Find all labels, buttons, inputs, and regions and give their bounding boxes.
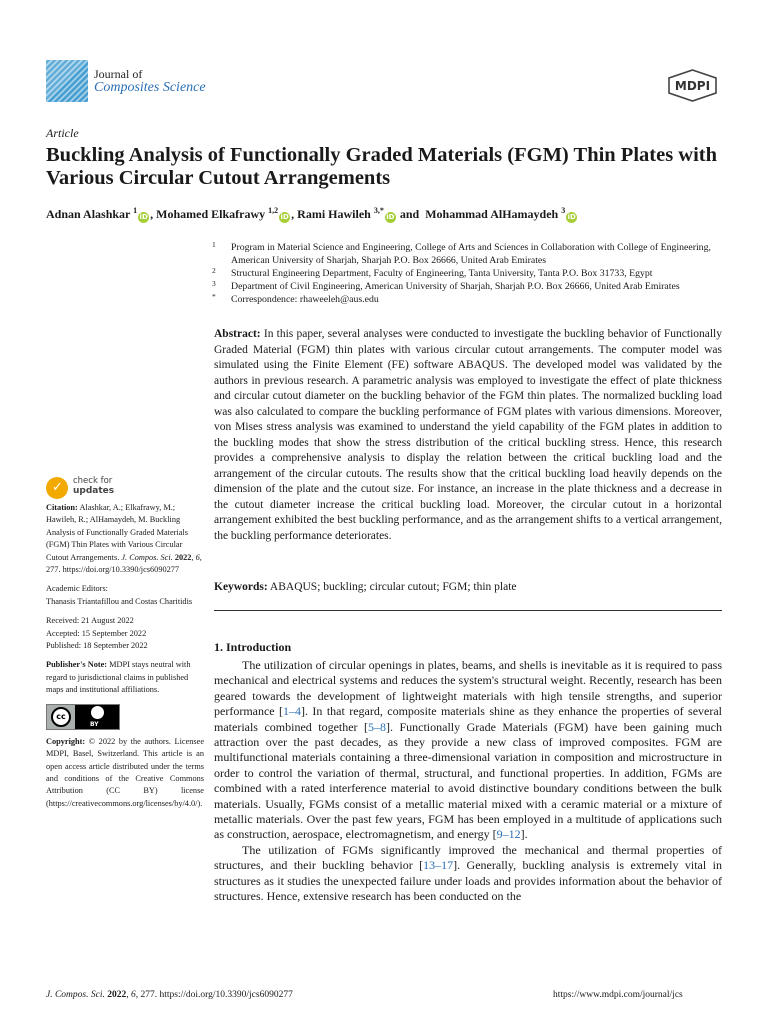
by-label: BY xyxy=(90,720,99,728)
footer-volume: 6 xyxy=(130,990,136,1000)
author-list xyxy=(46,203,736,223)
citation-doi[interactable]: 277. https://doi.org/10.3390/jcs6090277 xyxy=(46,565,180,575)
published-date: Published: 18 September 2022 xyxy=(46,641,148,651)
affiliation-item xyxy=(212,242,732,267)
orcid-icon[interactable]: iD xyxy=(386,213,395,221)
orcid-icon[interactable]: iD xyxy=(567,213,576,221)
check-for-label: check for xyxy=(73,476,113,486)
publisher-note-label: Publisher's Note: xyxy=(46,660,108,670)
citation-journal: J. Compos. Sci. xyxy=(121,552,173,562)
author-affiliation-number: 3 xyxy=(561,206,566,215)
citation-link[interactable]: 9–12 xyxy=(496,827,521,842)
author-affiliation-number: 1 xyxy=(133,206,138,215)
publisher-note xyxy=(46,659,204,696)
citation-year: 2022 xyxy=(174,552,192,562)
paragraph-text: The utilization of FGMs significantly improved the mechanical and thermal properties of structures, and their buckling behavior [ xyxy=(214,842,722,873)
citation: Citation: Alashkar, A.; Elkafrawy, M.; Hawileh, R.; AlHamaydeh, M. Buckling Analysis of Functionally Graded Materials (FGM) Thin Plates with Various Circular Cutout Arrangements. J. Compos. Sci. 2022, 6, 277. https://doi.org/10.3390/jcs6090277 xyxy=(46,503,202,575)
footer-year: 2022 xyxy=(107,990,127,1000)
footer-journal: J. Compos. Sci. xyxy=(46,990,105,1000)
citation-volume: 6 xyxy=(195,552,200,562)
affiliation-item xyxy=(212,265,732,281)
paragraph-text: ]. xyxy=(520,827,528,842)
author-conjunction: and xyxy=(396,207,423,221)
attribution-icon xyxy=(91,706,104,719)
academic-editors xyxy=(46,583,204,608)
checkmark-icon: ✓ xyxy=(52,480,63,495)
correspondence-text[interactable]: Correspondence: rhaweeleh@aus.edu xyxy=(231,293,379,305)
paragraph-text: ]. Generally, buckling analysis is extremely vital in structures as it studies the unexpected failure under loads and provides information about the behavior of structures. Hence, extensive research has been conducted on the xyxy=(214,858,722,904)
abstract-label: Abstract: xyxy=(214,328,261,340)
journal-title: Composites Science xyxy=(94,80,206,95)
footer-citation: J. Compos. Sci. 2022, 6, 277. https://doi.org/10.3390/jcs6090277 xyxy=(46,990,293,1000)
paragraph-text: ]. Functionally Grade Materials (FGM) have been gaining much attraction over the past decades, as they provide a new class of improved composites. FGM are multifunctional materials containing a three-dimensional variation in composition and microstructure in order to control the variation of thermal, structural, and functional properties. In addition, FGMs are combined with a rated interference material to avoid distinctive boundary conditions between the bulk materials. Usually, FGMs consist of a metallic material mixed with a ceramic material or a mixture of metallic materials. Over the past few years, FGM has been employed in a multitude of applications such as construction, aerospace, electromagnetism, and energy [ xyxy=(214,719,722,842)
section-heading: 1. Introduction xyxy=(214,640,292,654)
copyright-label: Copyright: xyxy=(46,736,86,746)
cc-by-license-badge[interactable] xyxy=(46,704,120,730)
publisher-note-text: MDPI stays neutral with regard to jurisdictional claims in published maps and institutional affiliations. xyxy=(46,660,191,695)
mdpi-logo xyxy=(666,69,719,102)
citation-label: Citation: xyxy=(46,503,78,512)
affiliation-number: 2 xyxy=(212,265,216,275)
author-affiliation-number: 3,* xyxy=(373,206,384,215)
updates-label: updates xyxy=(73,486,115,496)
sidebar xyxy=(46,502,204,817)
abstract xyxy=(214,327,722,544)
body-text xyxy=(214,658,722,905)
cc-icon: cc xyxy=(51,707,71,727)
author-name: Mohamed Elkafrawy xyxy=(156,207,266,221)
keywords-text: ABAQUS; buckling; circular cutout; FGM; thin plate xyxy=(269,581,517,593)
affiliation-number: 1 xyxy=(212,240,216,249)
citation-link[interactable]: 13–17 xyxy=(423,858,454,873)
affiliation-text: Department of Civil Engineering, American University of Sharjah, Sharjah P.O. Box 26666, United Arab Emirates xyxy=(231,280,680,292)
affiliation-text: Program in Material Science and Engineering, College of Arts and Sciences in Collaboration with College of Engineering, American University of Sharjah, Sharjah P.O. Box 26666, United Arab Emirates xyxy=(231,242,711,266)
accepted-date: Accepted: 15 September 2022 xyxy=(46,628,147,638)
citation-link[interactable]: 5–8 xyxy=(368,719,387,734)
keywords xyxy=(214,580,722,595)
orcid-icon[interactable]: iD xyxy=(280,213,289,221)
copyright-text: © 2022 by the authors. Licensee MDPI, Basel, Switzerland. This article is an open access article distributed under the terms and conditions of the Creative Commons Attribution (CC BY) license (https://creativecommons.org/licenses/by/4.0/). xyxy=(46,736,205,808)
footer-journal-url[interactable]: https://www.mdpi.com/journal/jcs xyxy=(553,990,683,1000)
author-separator: , xyxy=(150,207,157,221)
footer-doi[interactable]: , 277. https://doi.org/10.3390/jcs6090277 xyxy=(135,990,293,1000)
affiliation-item xyxy=(212,278,732,294)
author-name: Rami Hawileh xyxy=(297,207,371,221)
intro-paragraph xyxy=(214,658,722,843)
author-separator: , xyxy=(291,207,298,221)
citation-link[interactable]: 1–4 xyxy=(283,704,302,719)
journal-name xyxy=(94,67,206,95)
orcid-icon[interactable]: iD xyxy=(139,213,148,221)
affiliations xyxy=(212,242,732,307)
publisher-name: MDPI xyxy=(674,79,711,93)
paragraph-text: ]. In that regard, composite materials shine as they enhance the properties of several materials combined together [ xyxy=(214,704,723,734)
editors-names: Thanasis Triantafillou and Costas Charitidis xyxy=(46,596,193,606)
copyright xyxy=(46,736,204,810)
editors-label: Academic Editors: xyxy=(46,584,108,594)
affiliation-text: Structural Engineering Department, Faculty of Engineering, Tanta University, Tanta P.O. Box 31733, Egypt xyxy=(231,267,653,279)
affiliation-number: * xyxy=(212,291,216,301)
author-affiliation-number: 1,2 xyxy=(268,206,279,215)
correspondence xyxy=(212,291,732,307)
author-name: Mohammad AlHamaydeh xyxy=(425,207,559,221)
check-for-updates-button[interactable] xyxy=(46,476,156,500)
affiliation-number: 3 xyxy=(212,278,216,288)
dates xyxy=(46,615,204,652)
abstract-text: In this paper, several analyses were conducted to investigate the buckling behavior of Functionally Graded Material (FGM) thin plates with various circular cutout arrangements. The computer model was simulated using the Finite Element (FE) software ABAQUS. The developed model was validated by the authors in previous research. A parametric analysis was employed to investigate the effect of plate thickness and circular cutout diameter on the buckling behavior of the FGM thin plates. The normalized buckling load was also calculated to compare the buckling performance of FGM plates with various dimensions. Moreover, von Mises stress analysis was examined to understand the yield capability of the FGM plates in addition to the buckling modes that show the stress distribution of the critical buckling stress. Hence, this research provides a comprehensive analysis to display the relation between the critical buckling load and the arrangement of the circular cutouts. The results show that the critical buckling load heavily depends on the dimension of the plate and the cutout size. For instance, an increase in the plate thickness and a decrease in the cutout diameter increase the critical buckling load. Moreover, the circular cutout in a horizontal arrangement exhibited the best buckling performance, and as the arrangement shifts to a vertical arrangement, the buckling performance deteriorates. xyxy=(214,328,723,542)
intro-paragraph xyxy=(214,843,722,905)
article-type: Article xyxy=(46,126,79,140)
article-title: Buckling Analysis of Functionally Graded Materials (FGM) Thin Plates with Various Circular Cutout Arrangements xyxy=(46,144,718,189)
journal-prefix: Journal of xyxy=(94,67,143,81)
paragraph-text: The utilization of circular openings in plates, beams, and shells is inevitable as it is required to pass mechanical and electrical systems and reduces the system's structural weight. Recently, research has been geared towards the development of lightweight materials with high tensile strengths, and superior performance [ xyxy=(214,658,722,719)
keywords-label: Keywords: xyxy=(214,581,268,593)
citation-text: Alashkar, A.; Elkafrawy, M.; Hawileh, R.; AlHamaydeh, M. Buckling Analysis of Functionally Graded Materials (FGM) Thin Plates with Various Circular Cutout Arrangements. xyxy=(46,503,188,562)
received-date: Received: 21 August 2022 xyxy=(46,616,134,626)
section-divider xyxy=(214,610,722,611)
journal-logo-icon xyxy=(46,60,88,102)
author-name: Adnan Alashkar xyxy=(46,207,131,221)
